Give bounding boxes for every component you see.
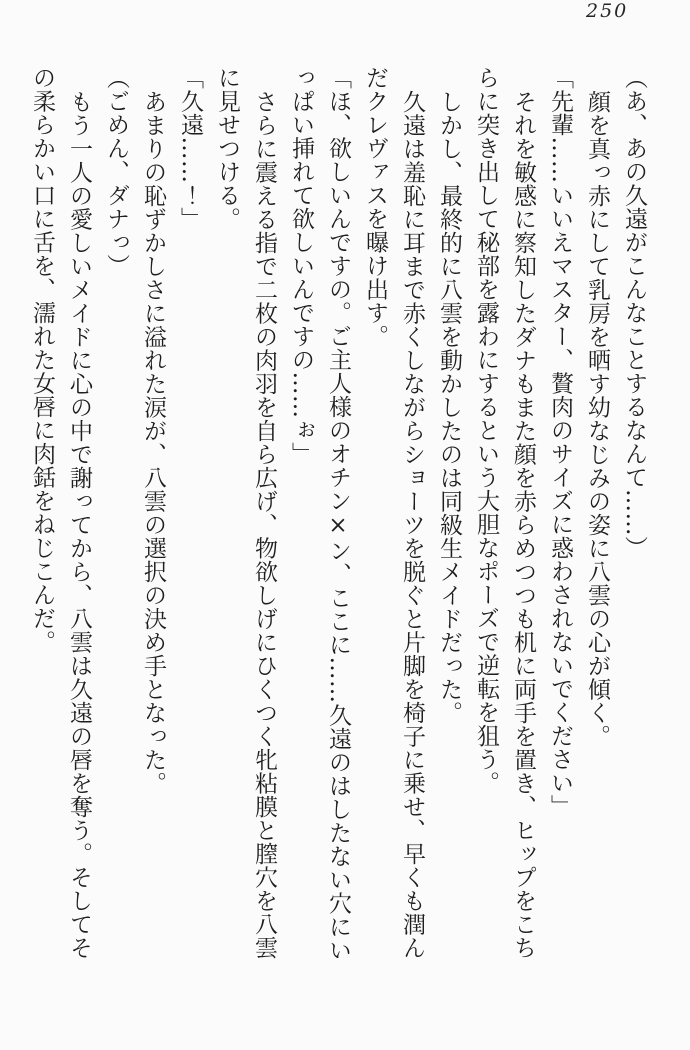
text-line: （ごめん、ダナっ） bbox=[103, 66, 129, 278]
text-line: （あ、あの久遠がこんなことするなんて……） bbox=[621, 66, 647, 560]
text-line: しかし、最終的に八雲を動かしたのは同級生メイドだった。 bbox=[436, 89, 462, 724]
text-line: らに突き出して秘部を露わにするという大胆なポーズで逆転を狙う。 bbox=[473, 66, 499, 795]
body-text bbox=[23, 66, 652, 1041]
text-line: 久遠は羞恥に耳まで赤くしながらショーツを脱ぐと片脚を椅子に乗せ、早くも潤ん bbox=[399, 89, 425, 959]
page-number: 250 bbox=[586, 0, 629, 22]
text-line: 顔を真っ赤にして乳房を晒す幼なじみの姿に八雲の心が傾く。 bbox=[584, 89, 610, 748]
text-line: 「ほ、欲しいんですの。ご主人様のオチン×ン、ここに……久遠のはしたない穴にい bbox=[325, 66, 351, 962]
text-line: 「先輩……いいえマスター、贅肉のサイズに惑わされないでください」 bbox=[547, 66, 573, 818]
text-line: もう一人の愛しいメイドに心の中で謝ってから、八雲は久遠の唇を奪う。そしてそ bbox=[66, 89, 92, 959]
text-line: それを敏感に察知したダナもまた顔を赤らめつつも机に両手を置き、ヒップをこち bbox=[510, 89, 536, 959]
text-line: に見せつける。 bbox=[214, 66, 240, 231]
text-line: の柔らかい口に舌を、濡れた女唇に肉銛をねじこんだ。 bbox=[29, 66, 55, 654]
text-line: あまりの恥ずかしさに溢れた涙が、八雲の選択の決め手となった。 bbox=[140, 89, 166, 795]
text-line: 「久遠……！」 bbox=[177, 66, 203, 231]
text-line: だクレヴァスを曝け出す。 bbox=[362, 66, 388, 348]
text-line: っぱい挿れて欲しいんですの……ぉ」 bbox=[288, 66, 314, 466]
text-line: さらに震える指で二枚の肉羽を自ら広げ、物欲しげにひくつく牝粘膜と膣穴を八雲 bbox=[251, 89, 277, 959]
